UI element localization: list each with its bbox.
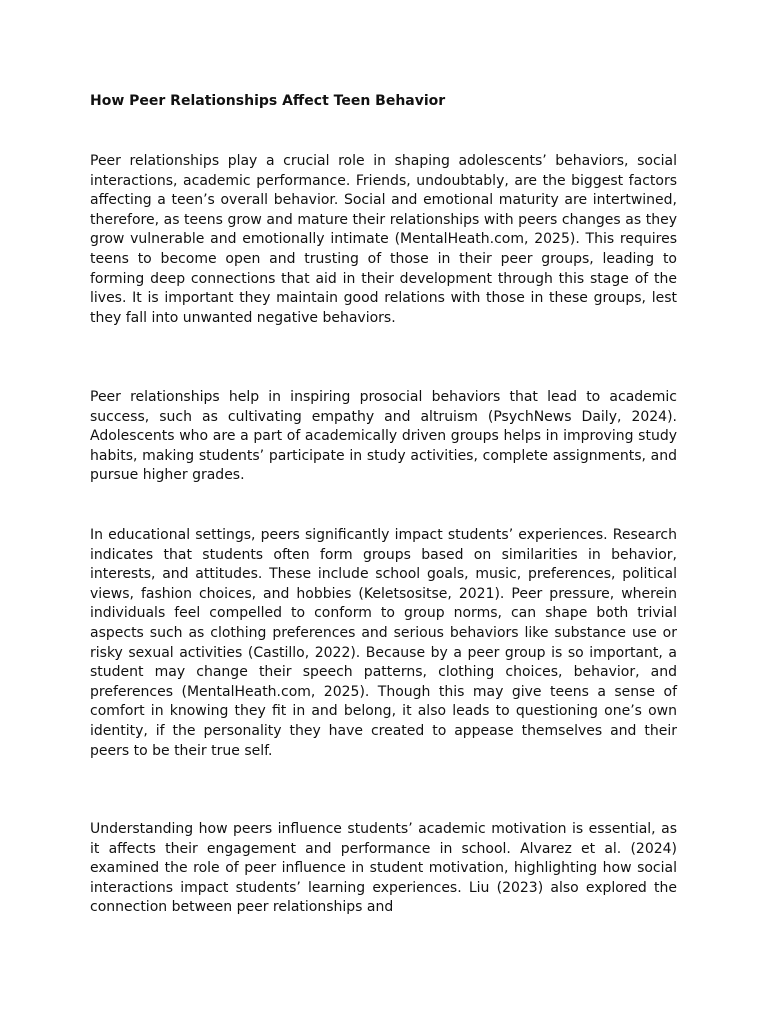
- paragraph-2: Peer relationships help in inspiring prosocial behaviors that lead to academic success, such as cultivating empathy and altruism (PsychNews Daily, 2024). Adolescents who are a part of academically driven groups helps in improving study habits, making students’ participate in study activities, complete assignments, and pursue higher grades.: [90, 389, 677, 484]
- paragraph-4: Understanding how peers influence students’ academic motivation is essential, as it affects their engagement and performance in school. Alvarez et al. (2024) examined the role of peer influence in student motivation, highlighting how social interactions impact students’ learning experiences. Liu (2023) also explored the connection between peer relationships and: [90, 821, 677, 916]
- paragraph-1: Peer relationships play a crucial role in shaping adolescents’ behaviors, social interactions, academic performance. Friends, undoubtably, are the biggest factors affecting a teen’s overall behavior. Social and emotional maturity are intertwined, therefore, as teens grow and mature their relationships with peers changes as they grow vulnerable and emotionally intimate (MentalHeath.com, 2025). This requires teens to become open and trusting of those in their peer groups, leading to forming deep connections that aid in their development through this stage of the lives. It is important they maintain good relations with those in these groups, lest they fall into unwanted negative behaviors.: [90, 153, 677, 326]
- document-title: How Peer Relationships Affect Teen Behavior: [90, 93, 446, 109]
- paragraph-3: In educational settings, peers significantly impact students’ experiences. Research indicates that students often form groups based on similarities in behavior, interests, and attitudes. These include school goals, music, preferences, political views, fashion choices, and hobbies (Keletsositse, 2021). Peer pressure, wherein individuals feel compelled to conform to group norms, can shape both trivial aspects such as clothing preferences and serious behaviors like substance use or risky sexual activities (Castillo, 2022). Because by a peer group is so important, a student may change their speech patterns, clothing choices, behavior, and preferences (MentalHeath.com, 2025). Though this may give teens a sense of comfort in knowing they fit in and belong, it also leads to questioning one’s own identity, if the personality they have created to appease themselves and their peers to be their true self.: [90, 527, 677, 759]
